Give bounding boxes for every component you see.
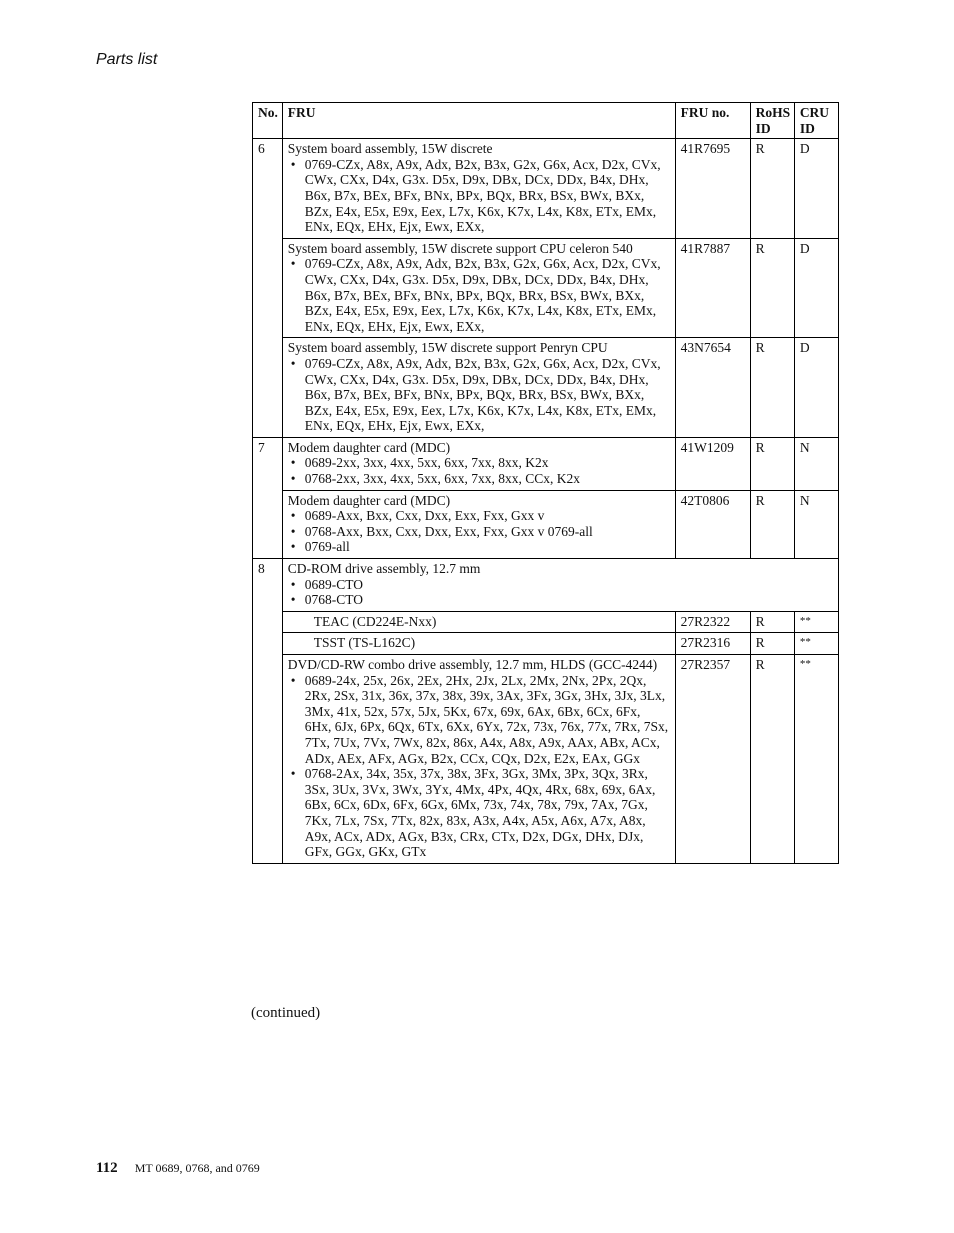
rohs-id: R [750,490,794,558]
item-number: 8 [253,559,283,864]
page-number: 112 [96,1160,118,1176]
model-list-item: • 0769-all [288,539,670,555]
fru-description [282,655,675,864]
model-list-item: • 0689-24x, 25x, 26x, 2Ex, 2Hx, 2Jx, 2Lx, 2Mx, 2Nx, 2Px, 2Qx, 2Rx, 2Sx, 31x, 36x, 37x, 38x, 39x, 3Ax, 3Fx, 3Gx, 3Hx, 3Jx, 3Lx, 3Mx, 41x, 52x, 57x, 5Jx, 5Kx, 67x, 69x, 6Ax, 6Bx, 6Cx, 6Fx, 6Hx, 6Jx, 6Px, 6Qx, 6Tx, 6Xx, 6Yx, 72x, 73x, 76x, 77x, 7Rx, 7Sx, 7Tx, 7Ux, 7Vx, 7Wx, 82x, 86x, A4x, A8x, A9x, AAx, ABx, ACx, ADx, AEx, AFx, AGx, B2x, CCx, CQx, D2x, E2x, EAx, GGx [288,673,670,767]
model-list [288,157,670,235]
model-list-item: • 0769-CZx, A8x, A9x, Adx, B2x, B3x, G2x, G6x, Acx, D2x, CVx, CWx, CXx, D4x, G3x. D5x, D9x, DBx, DCx, DDx, B4x, DHx, B6x, B7x, BEx, BFx, BNx, BPx, BQx, BRx, BSx, BWx, BXx, BZx, E4x, E5x, E9x, Eex, L7x, K6x, K7x, L4x, K8x, ETx, EMx, ENx, EQx, EHx, Ejx, Ewx, EXx, [288,256,670,334]
continued-note: (continued) [251,1005,321,1021]
cru-id: ** [794,655,838,864]
fru-title: TSST (TS-L162C) [313,635,416,651]
cru-id: ** [794,611,838,633]
fru-title: CD-ROM drive assembly, 12.7 mm [287,561,481,577]
fru-description [282,338,675,438]
fru-description [282,139,675,239]
table-row [253,611,839,633]
table-row [253,437,839,490]
fru-description [282,490,675,558]
model-list [288,356,670,434]
cru-id: D [794,338,838,438]
fru-title: System board assembly, 15W discrete [287,141,493,157]
model-list [288,455,670,486]
fru-number: 41R7695 [675,139,750,239]
table-row [253,633,839,655]
fru-number: 41R7887 [675,238,750,338]
header-fru: FRU [282,103,675,139]
item-number: 6 [253,139,283,438]
fru-title: Modem daughter card (MDC) [287,492,451,508]
model-list-item: • 0689-Axx, Bxx, Cxx, Dxx, Exx, Fxx, Gxx v [288,508,670,524]
fru-title: TEAC (CD224E-Nxx) [313,613,437,629]
table-row [253,490,839,558]
header-cru-id: CRU ID [794,103,838,139]
fru-description [282,633,675,655]
fru-number: 41W1209 [675,437,750,490]
model-list-item: • 0768-Axx, Bxx, Cxx, Dxx, Exx, Fxx, Gxx v 0769-all [288,524,670,540]
model-list-item: • 0769-CZx, A8x, A9x, Adx, B2x, B3x, G2x, G6x, Acx, D2x, CVx, CWx, CXx, D4x, G3x. D5x, D9x, DBx, DCx, DDx, B4x, DHx, B6x, B7x, BEx, BFx, BNx, BPx, BQx, BRx, BSx, BWx, BXx, BZx, E4x, E5x, E9x, Eex, L7x, K6x, K7x, L4x, K8x, ETx, EMx, ENx, EQx, EHx, Ejx, Ewx, EXx, [288,356,670,434]
cru-id: ** [794,633,838,655]
fru-title: Modem daughter card (MDC) [287,439,451,455]
model-list-item: • 0689-CTO [288,577,833,593]
fru-number: 27R2322 [675,611,750,633]
footer-text: MT 0689, 0768, and 0769 [134,1161,260,1175]
running-head: Parts list [96,51,158,68]
header-rohs-id: RoHS ID [750,103,794,139]
parts-table [252,102,839,864]
fru-number: 43N7654 [675,338,750,438]
table-row [253,238,839,338]
header-fru-no: FRU no. [675,103,750,139]
header-no: No. [253,103,283,139]
model-list [288,577,833,608]
table-row [253,559,839,612]
fru-description [282,559,838,612]
rohs-id: R [750,238,794,338]
table-header-row [253,103,839,139]
fru-description [282,238,675,338]
cru-id: N [794,437,838,490]
fru-number: 42T0806 [675,490,750,558]
fru-number: 27R2316 [675,633,750,655]
fru-description [282,437,675,490]
parts-table-body [253,139,839,864]
rohs-id: R [750,338,794,438]
model-list-item: • 0768-CTO [288,592,833,608]
fru-description [282,611,675,633]
rohs-id: R [750,633,794,655]
cru-id: D [794,139,838,239]
cru-id: D [794,238,838,338]
model-list-item: • 0769-CZx, A8x, A9x, Adx, B2x, B3x, G2x, G6x, Acx, D2x, CVx, CWx, CXx, D4x, G3x. D5x, D9x, DBx, DCx, DDx, B4x, DHx, B6x, B7x, BEx, BFx, BNx, BPx, BQx, BRx, BSx, BWx, BXx, BZx, E4x, E5x, E9x, Eex, L7x, K6x, K7x, L4x, K8x, ETx, EMx, ENx, EQx, EHx, Ejx, Ewx, EXx, [288,157,670,235]
item-number: 7 [253,437,283,558]
model-list-item: • 0768-2xx, 3xx, 4xx, 5xx, 6xx, 7xx, 8xx, CCx, K2x [288,471,670,487]
table-row [253,655,839,864]
rohs-id: R [750,655,794,864]
model-list-item: • 0689-2xx, 3xx, 4xx, 5xx, 6xx, 7xx, 8xx, K2x [288,455,670,471]
table-row [253,139,839,239]
model-list [288,508,670,555]
fru-title: System board assembly, 15W discrete support Penryn CPU [287,340,608,356]
model-list-item: • 0768-2Ax, 34x, 35x, 37x, 38x, 3Fx, 3Gx, 3Mx, 3Px, 3Qx, 3Rx, 3Sx, 3Ux, 3Vx, 3Wx, 3Yx, 4Mx, 4Px, 4Qx, 4Rx, 68x, 69x, 6Ax, 6Bx, 6Cx, 6Dx, 6Fx, 6Gx, 6Mx, 73x, 74x, 78x, 79x, 7Ax, 7Gx, 7Kx, 7Lx, 7Sx, 7Tx, 82x, 83x, A3x, A4x, A5x, A6x, A7x, A8x, A9x, ACx, ADx, AGx, B3x, CRx, CTx, D2x, DGx, DHx, DJx, GFx, GGx, GKx, GTx [288,766,670,860]
fru-title: DVD/CD-RW combo drive assembly, 12.7 mm, HLDS (GCC-4244) [287,657,658,672]
rohs-id: R [750,139,794,239]
rohs-id: R [750,611,794,633]
model-list [288,256,670,334]
fru-number: 27R2357 [675,655,750,864]
fru-title: System board assembly, 15W discrete support CPU celeron 540 [287,240,633,256]
page-footer [96,1160,260,1177]
rohs-id: R [750,437,794,490]
model-list [288,673,670,860]
cru-id: N [794,490,838,558]
table-row [253,338,839,438]
